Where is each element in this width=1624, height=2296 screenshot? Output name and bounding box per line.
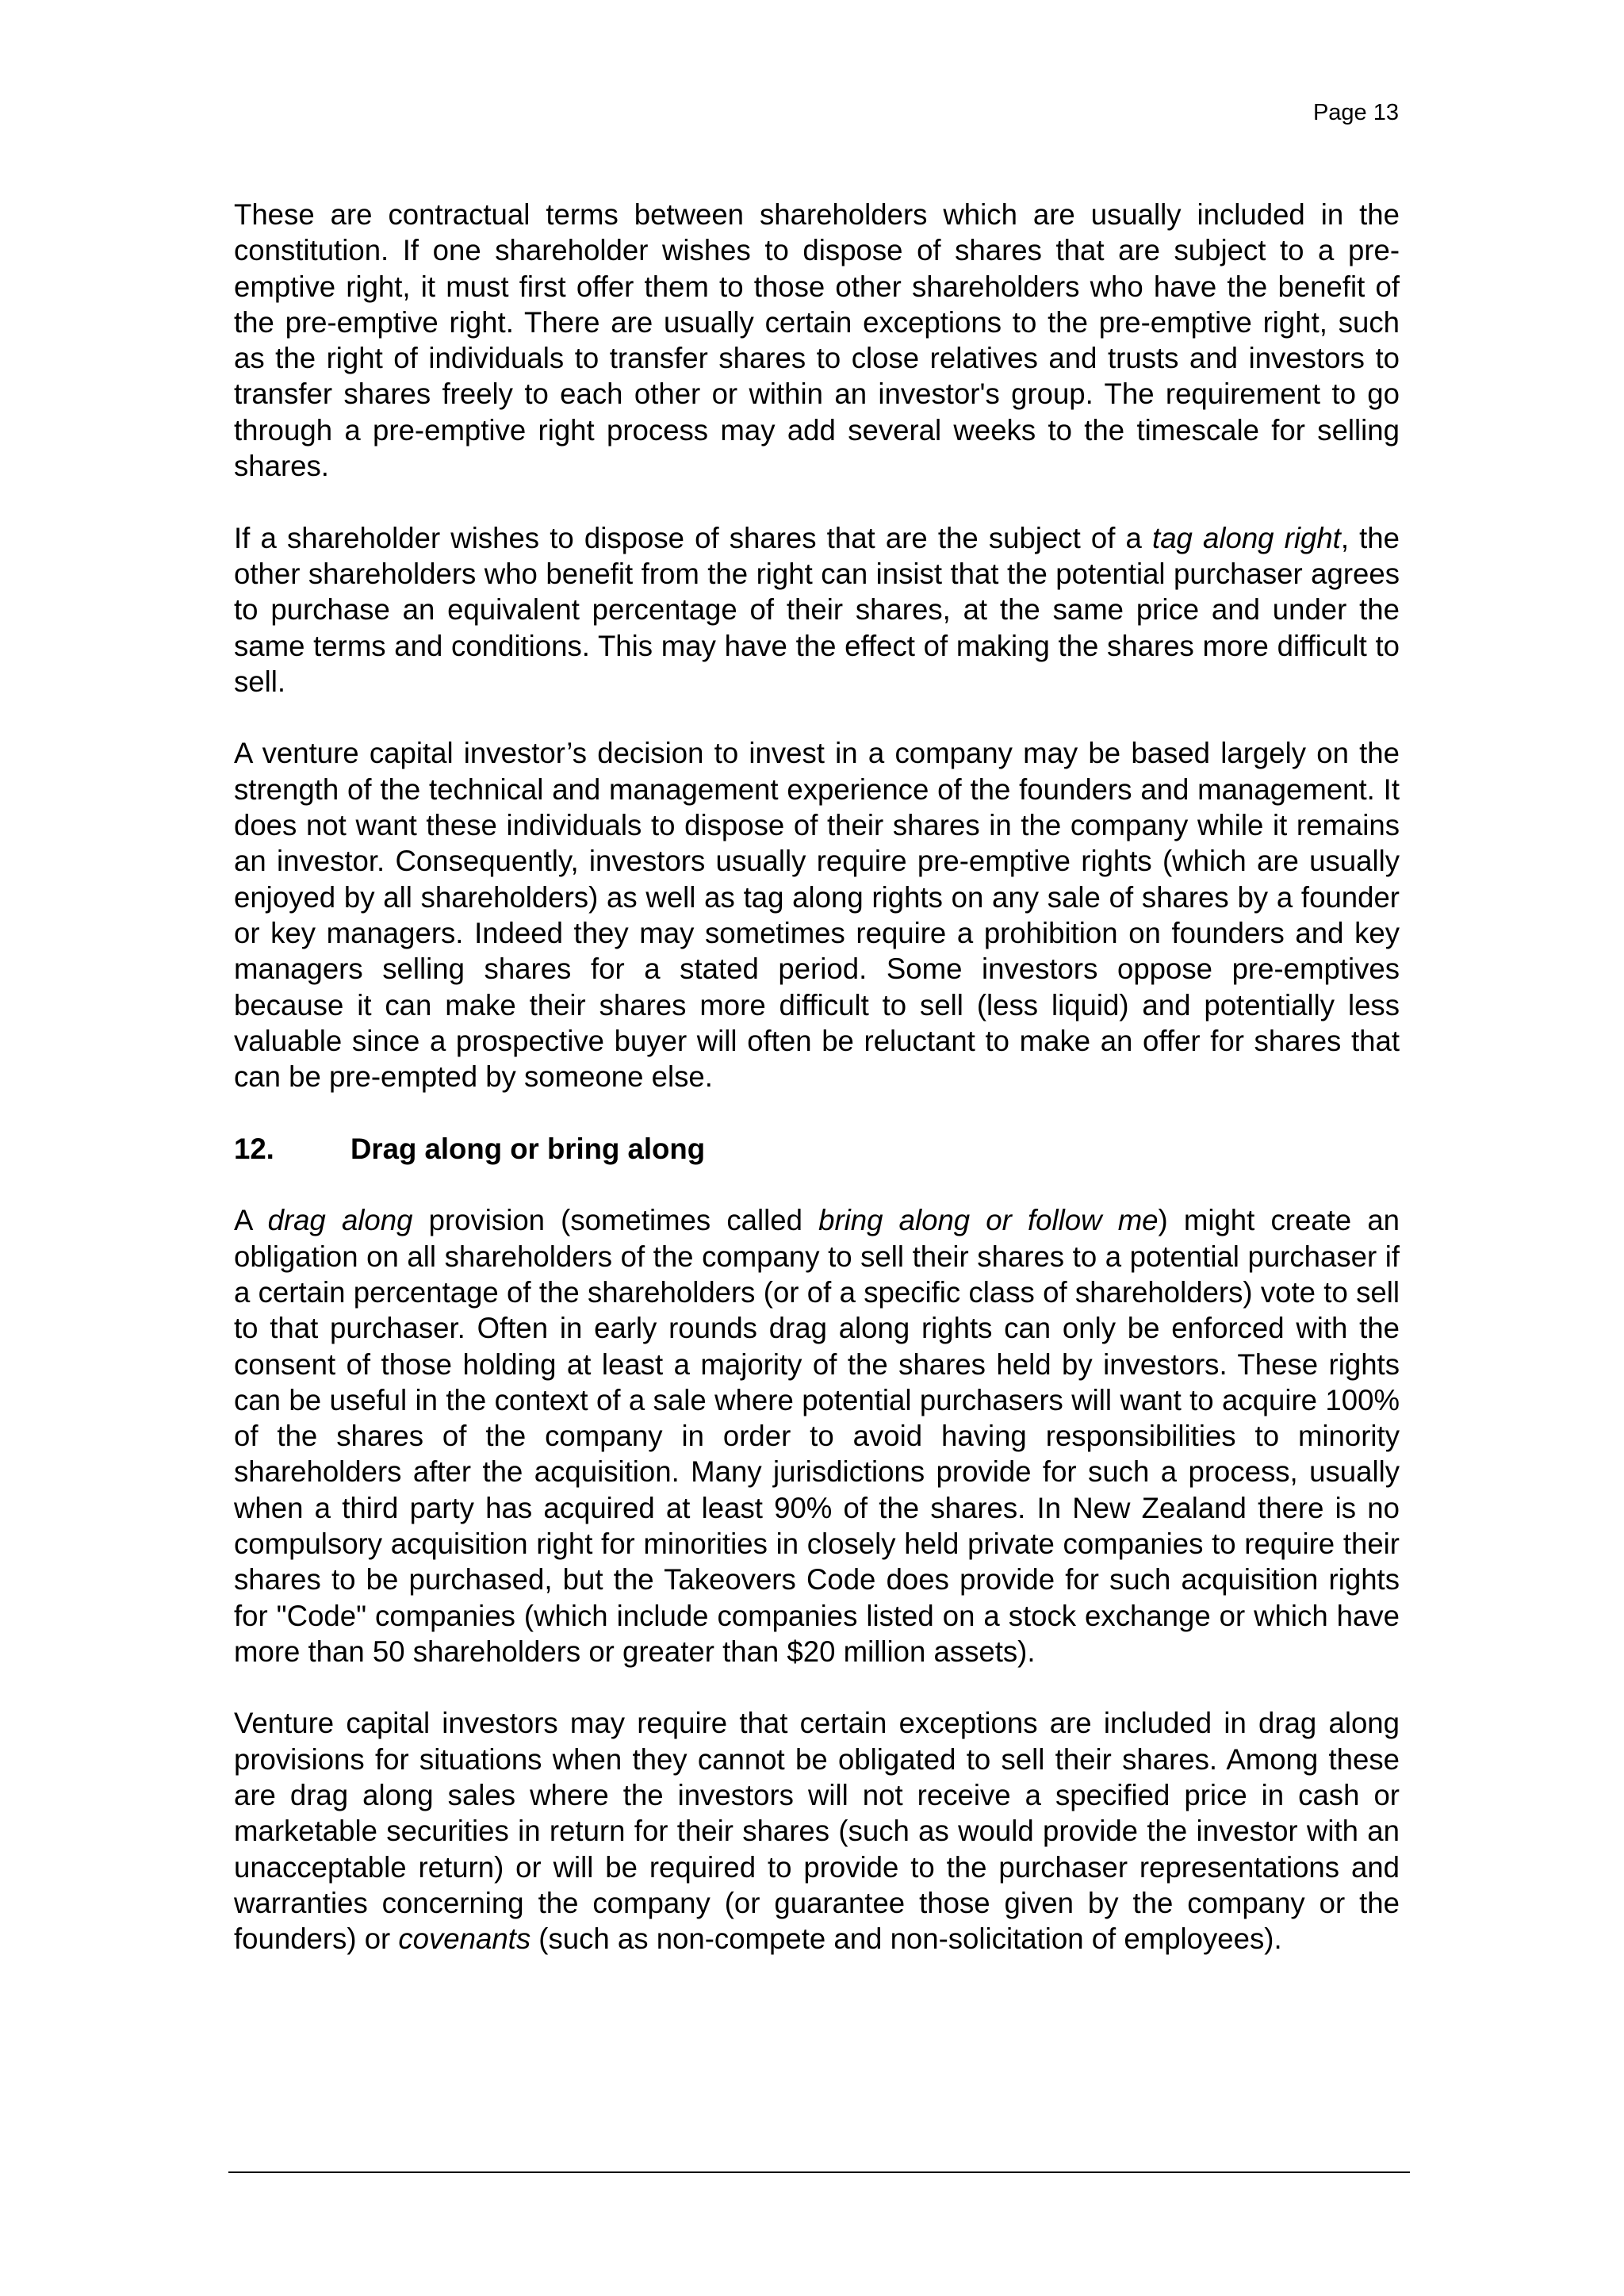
paragraph-pre-emptive-terms: These are contractual terms between shareholders which are usually included in the constitution. If one shareholder wishes to dispose of shares that are subject to a pre-emptive right, it must first offer them to those other shareholders who have the benefit of the pre-emptive right. There are usually certain exceptions to the pre-emptive right, such as the right of individuals to transfer shares to close relatives and trusts and investors to transfer shares freely to each other or within an investor's group. The requirement to go through a pre-emptive right process may add several weeks to the timescale for selling shares.	[234, 198, 1400, 483]
emphasis-term: covenants	[398, 1922, 531, 1956]
section-title: Drag along or bring along	[350, 1132, 706, 1165]
paragraph-text: A	[234, 1204, 268, 1237]
paragraph-exceptions	[234, 1705, 1400, 1957]
paragraph-text: (such as non-compete and non-solicitation of employees).	[530, 1922, 1282, 1956]
paragraph-text: ) might create an obligation on all shareholders of the company to sell their shares to a potential purchaser if a certain percentage of the shareholders (or of a specific class of shareholders) vote to sell to that purchaser. Often in early rounds drag along rights can only be enforced with the consent of those holding at least a majority of the shares held by investors. These rights can be useful in the context of a sale where potential purchasers will want to acquire 100% of the shares of the company in order to avoid having responsibilities to minority shareholders after the acquisition. Many jurisdictions provide for such a process, usually when a third party has acquired at least 90% of the shares. In New Zealand there is no compulsory acquisition right for minorities in closely held private companies to require their shares to be purchased, but the Takeovers Code does provide for such acquisition rights for "Code" companies (which include companies listed on a stock exchange or which have more than 50 shareholders or greater than $20 million assets).	[234, 1204, 1400, 1668]
paragraph-text: If a shareholder wishes to dispose of shares that are the subject of a	[234, 521, 1153, 554]
emphasis-term: tag along right	[1152, 521, 1341, 554]
emphasis-term: bring along or follow me	[818, 1204, 1159, 1237]
page-number: Page 13	[1312, 100, 1399, 125]
section-heading	[234, 1131, 1400, 1167]
paragraph-drag-along	[234, 1202, 1400, 1669]
emphasis-term: drag along	[267, 1204, 413, 1237]
footer-divider	[228, 2171, 1410, 2173]
paragraph-text: , the other shareholders who benefit from the right can insist that the potential purchaser agrees to purchase an equivalent percentage of their shares, at the same price and under the same terms and conditions. This may have the effect of making the shares more difficult to sell.	[234, 521, 1400, 698]
paragraph-text: provision (sometimes called	[412, 1204, 819, 1237]
paragraph-investor-decision: A venture capital investor’s decision to invest in a company may be based largely on the strength of the technical and management experience of the founders and management. It does not want these individuals to dispose of their shares in the company while it remains an investor. Consequently, investors usually require pre-emptive rights (which are usually enjoyed by all shareholders) as well as tag along rights on any sale of shares by a founder or key managers. Indeed they may sometimes require a prohibition on founders and key managers selling shares for a stated period. Some investors oppose pre-emptives because it can make their shares more difficult to sell (less liquid) and potentially less valuable since a prospective buyer will often be reluctant to make an offer for shares that can be pre-empted by someone else.	[234, 737, 1400, 1094]
paragraph-text: Venture capital investors may require that certain exceptions are included in drag along provisions for situations when they cannot be obligated to sell their shares. Among these are drag along sales where the investors will not receive a specified price in cash or marketable securities in return for their shares (such as would provide the investor with an unacceptable return) or will be required to provide to the purchaser representations and warranties concerning the company (or guarantee those given by the company or the founders) or	[234, 1707, 1400, 1956]
document-body	[234, 197, 1400, 1957]
section-number: 12.	[234, 1132, 274, 1165]
paragraph-tag-along	[234, 520, 1400, 700]
